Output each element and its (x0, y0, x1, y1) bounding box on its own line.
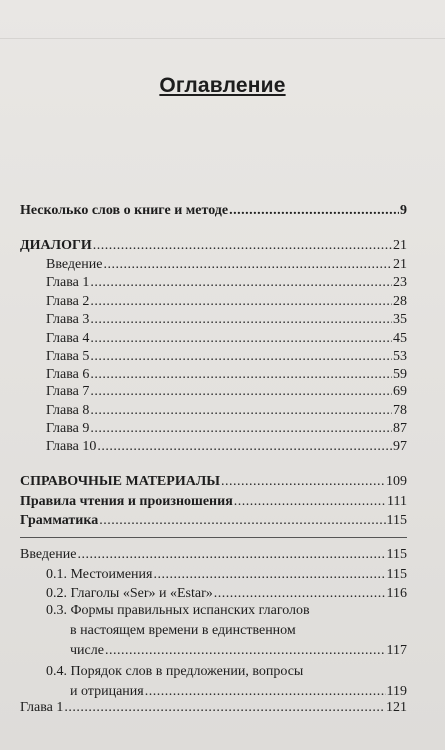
dot-leader (105, 641, 386, 661)
toc-entry-chapter-10 (46, 439, 407, 455)
entry-page: 9 (400, 203, 407, 218)
dot-leader (90, 403, 392, 419)
toc-entry-chapter-6 (46, 367, 407, 383)
dot-leader (77, 547, 385, 563)
toc-entry-chapter-5 (46, 349, 407, 365)
entry-page: 21 (393, 238, 407, 253)
toc-entry-grammar (20, 513, 407, 529)
entry-label: Правила чтения и произношения (20, 494, 233, 509)
dot-leader (234, 494, 386, 510)
entry-page: 115 (386, 567, 407, 582)
entry-page: 69 (393, 384, 407, 399)
entry-page: 116 (386, 586, 407, 601)
entry-label-line: 0.4. Порядок слов в предложении, вопросы (46, 664, 304, 679)
toc-entry-chapter-9 (46, 421, 407, 437)
dot-leader (90, 294, 392, 310)
entry-label-line: и отрицания (70, 684, 144, 699)
dot-leader (229, 203, 399, 219)
dot-leader (90, 367, 392, 383)
toc-entry-chapter-1 (46, 275, 407, 291)
entry-page: 78 (393, 403, 407, 418)
entry-page: 21 (393, 257, 407, 272)
toc-entry-chapter-2 (46, 294, 407, 310)
dot-leader (145, 682, 386, 702)
toc-entry-regular-verbs (46, 601, 407, 661)
entry-label: Глава 7 (46, 384, 90, 399)
section-divider (20, 537, 407, 538)
toc-entry-chapter-3 (46, 312, 407, 328)
page-title: Оглавление (159, 74, 286, 97)
entry-label-line: числе (70, 643, 104, 658)
dot-leader (90, 312, 392, 328)
dot-leader (90, 275, 392, 291)
entry-label: ДИАЛОГИ (20, 238, 92, 253)
toc-entry-dialogs (20, 238, 407, 254)
toc-entry-dialogs-intro (46, 257, 407, 273)
dot-leader (103, 257, 392, 273)
dot-leader (90, 421, 392, 437)
entry-label: 0.2. Глаголы «Ser» и «Estar» (46, 586, 213, 601)
entry-label: СПРАВОЧНЫЕ МАТЕРИАЛЫ (20, 474, 220, 489)
dot-leader (214, 586, 386, 602)
entry-label: Глава 8 (46, 403, 90, 418)
dot-leader (97, 439, 392, 455)
toc-entry-grammar-intro (20, 547, 407, 563)
entry-label: Глава 5 (46, 349, 90, 364)
toc-entry-reading-rules (20, 494, 407, 510)
entry-label: Глава 3 (46, 312, 90, 327)
entry-label: Глава 9 (46, 421, 90, 436)
dot-leader (153, 567, 385, 583)
toc-entry-word-order (46, 662, 407, 702)
toc-entry-pronouns (46, 567, 407, 583)
entry-label: Глава 6 (46, 367, 90, 382)
dot-leader (99, 513, 385, 529)
dot-leader (221, 474, 385, 490)
entry-page: 35 (393, 312, 407, 327)
toc-entry-chapter-7 (46, 384, 407, 400)
dot-leader (90, 384, 392, 400)
entry-page: 59 (393, 367, 407, 382)
entry-page: 121 (386, 700, 407, 715)
entry-label: Введение (46, 257, 103, 272)
entry-label: 0.1. Местоимения (46, 567, 153, 582)
entry-last-line (46, 682, 407, 702)
entry-label: Глава 4 (46, 331, 90, 346)
entry-page: 97 (393, 439, 407, 454)
entry-page: 109 (386, 474, 407, 489)
dot-leader (93, 238, 392, 254)
dot-leader (90, 349, 392, 365)
entry-label: Глава 10 (46, 439, 97, 454)
entry-label-line: 0.3. Формы правильных испанских глаголов (46, 603, 310, 618)
entry-page: 119 (386, 684, 407, 699)
entry-page: 28 (393, 294, 407, 309)
entry-page: 117 (386, 643, 407, 658)
toc-entry-chapter-8 (46, 403, 407, 419)
entry-page: 23 (393, 275, 407, 290)
entry-page: 53 (393, 349, 407, 364)
entry-label: Глава 2 (46, 294, 90, 309)
dot-leader (64, 700, 385, 716)
entry-page: 115 (386, 513, 407, 528)
dot-leader (90, 331, 392, 347)
entry-page: 45 (393, 331, 407, 346)
entry-label: Глава 1 (46, 275, 90, 290)
entry-page: 111 (387, 494, 407, 509)
toc-entry-reference (20, 474, 407, 490)
toc-entry-ser-estar (46, 586, 407, 602)
entry-page: 87 (393, 421, 407, 436)
toc-entry-chapter-4 (46, 331, 407, 347)
entry-label: Несколько слов о книге и методе (20, 203, 229, 218)
entry-page: 115 (386, 547, 407, 562)
toc-entry-intro (20, 203, 407, 219)
entry-label: Грамматика (20, 513, 99, 528)
entry-last-line (46, 641, 407, 661)
toc-entry-grammar-chapter-1 (20, 700, 407, 716)
entry-label-line: в настоящем времени в единственном (70, 623, 296, 638)
running-head-rule (0, 38, 445, 39)
entry-label: Глава 1 (20, 700, 64, 715)
entry-label: Введение (20, 547, 77, 562)
